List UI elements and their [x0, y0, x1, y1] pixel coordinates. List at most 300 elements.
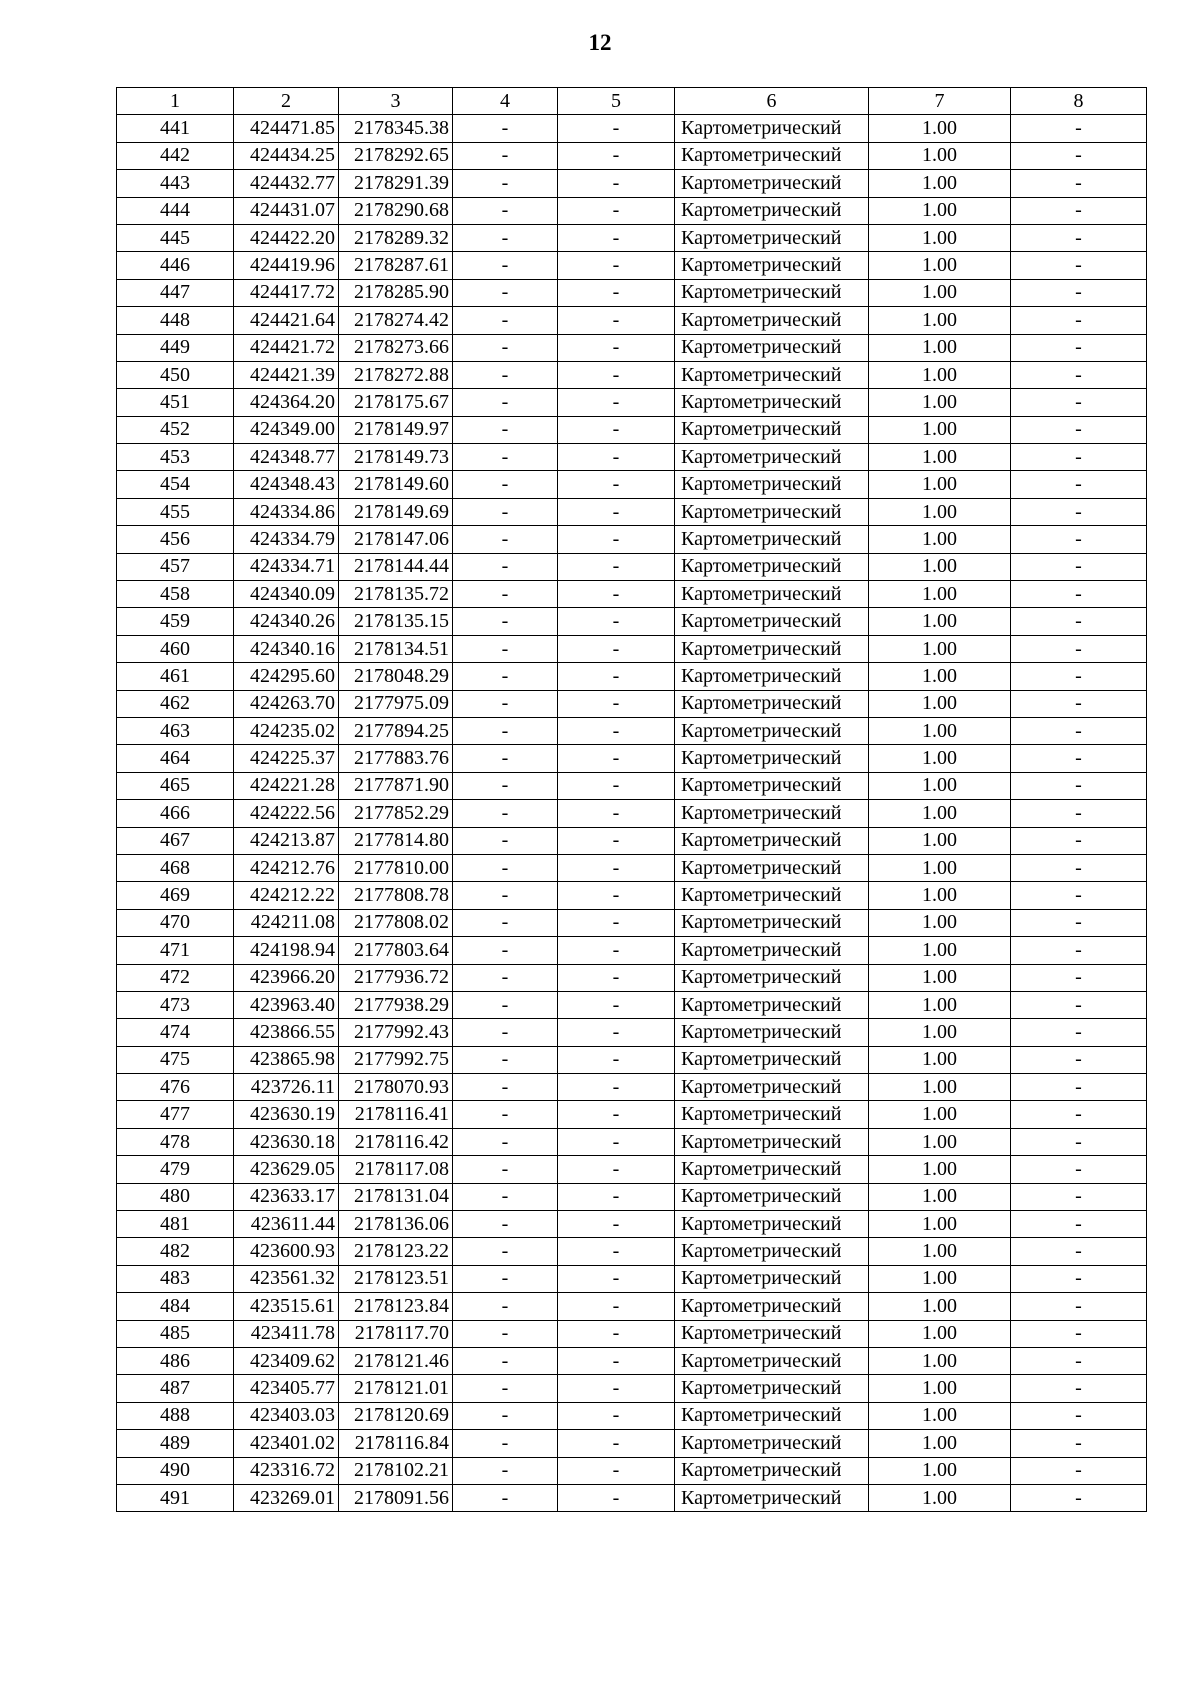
accuracy-cell: 1.00	[869, 526, 1011, 553]
method-cell: Картометрический	[675, 170, 869, 197]
x-coordinate-cell: 423561.32	[234, 1265, 339, 1292]
col-8-cell: -	[1011, 1375, 1147, 1402]
x-coordinate-cell: 424340.16	[234, 635, 339, 662]
table-row	[117, 964, 1147, 991]
x-coordinate-cell: 423600.93	[234, 1238, 339, 1265]
method-cell: Картометрический	[675, 252, 869, 279]
accuracy-cell: 1.00	[869, 170, 1011, 197]
col-5-cell: -	[558, 772, 675, 799]
table-row	[117, 1430, 1147, 1457]
x-coordinate-cell: 423403.03	[234, 1402, 339, 1429]
x-coordinate-cell: 424212.76	[234, 854, 339, 881]
x-coordinate-cell: 424349.00	[234, 416, 339, 443]
point-number-cell: 441	[117, 115, 234, 142]
col-5-cell: -	[558, 444, 675, 471]
col-4-cell: -	[453, 498, 558, 525]
col-5-cell: -	[558, 964, 675, 991]
col-4-cell: -	[453, 170, 558, 197]
coordinates-table	[116, 87, 1147, 1512]
col-4-cell: -	[453, 1347, 558, 1374]
method-cell: Картометрический	[675, 1046, 869, 1073]
method-cell: Картометрический	[675, 635, 869, 662]
col-5-cell: -	[558, 663, 675, 690]
col-5-cell: -	[558, 1320, 675, 1347]
method-cell: Картометрический	[675, 1156, 869, 1183]
col-8-cell: -	[1011, 553, 1147, 580]
method-cell: Картометрический	[675, 526, 869, 553]
accuracy-cell: 1.00	[869, 1128, 1011, 1155]
col-5-cell: -	[558, 1347, 675, 1374]
col-8-cell: -	[1011, 1430, 1147, 1457]
table-row	[117, 334, 1147, 361]
col-4-cell: -	[453, 991, 558, 1018]
x-coordinate-cell: 423269.01	[234, 1484, 339, 1511]
method-cell: Картометрический	[675, 444, 869, 471]
point-number-cell: 470	[117, 909, 234, 936]
accuracy-cell: 1.00	[869, 690, 1011, 717]
x-coordinate-cell: 424334.79	[234, 526, 339, 553]
col-8-cell: -	[1011, 1183, 1147, 1210]
accuracy-cell: 1.00	[869, 252, 1011, 279]
col-5-cell: -	[558, 1484, 675, 1511]
table-row	[117, 1046, 1147, 1073]
point-number-cell: 465	[117, 772, 234, 799]
point-number-cell: 468	[117, 854, 234, 881]
accuracy-cell: 1.00	[869, 115, 1011, 142]
col-4-cell: -	[453, 224, 558, 251]
col-8-cell: -	[1011, 389, 1147, 416]
y-coordinate-cell: 2178117.08	[339, 1156, 453, 1183]
col-8-cell: -	[1011, 581, 1147, 608]
table-row	[117, 854, 1147, 881]
col-8-cell: -	[1011, 361, 1147, 388]
col-8-cell: -	[1011, 498, 1147, 525]
accuracy-cell: 1.00	[869, 498, 1011, 525]
point-number-cell: 451	[117, 389, 234, 416]
accuracy-cell: 1.00	[869, 854, 1011, 881]
col-8-cell: -	[1011, 854, 1147, 881]
y-coordinate-cell: 2178123.51	[339, 1265, 453, 1292]
y-coordinate-cell: 2178070.93	[339, 1074, 453, 1101]
col-8-cell: -	[1011, 717, 1147, 744]
col-8-cell: -	[1011, 1402, 1147, 1429]
table-row	[117, 224, 1147, 251]
point-number-cell: 474	[117, 1019, 234, 1046]
col-5-cell: -	[558, 690, 675, 717]
method-cell: Картометрический	[675, 1320, 869, 1347]
col-4-cell: -	[453, 1484, 558, 1511]
header-cell-3: 3	[339, 88, 453, 115]
point-number-cell: 456	[117, 526, 234, 553]
table-row	[117, 279, 1147, 306]
x-coordinate-cell: 424421.39	[234, 361, 339, 388]
accuracy-cell: 1.00	[869, 279, 1011, 306]
x-coordinate-cell: 423865.98	[234, 1046, 339, 1073]
col-4-cell: -	[453, 717, 558, 744]
accuracy-cell: 1.00	[869, 1293, 1011, 1320]
table-row	[117, 526, 1147, 553]
y-coordinate-cell: 2178144.44	[339, 553, 453, 580]
col-8-cell: -	[1011, 197, 1147, 224]
col-8-cell: -	[1011, 1238, 1147, 1265]
y-coordinate-cell: 2178291.39	[339, 170, 453, 197]
col-4-cell: -	[453, 909, 558, 936]
table-row	[117, 416, 1147, 443]
col-5-cell: -	[558, 1074, 675, 1101]
method-cell: Картометрический	[675, 498, 869, 525]
col-8-cell: -	[1011, 690, 1147, 717]
col-4-cell: -	[453, 800, 558, 827]
point-number-cell: 477	[117, 1101, 234, 1128]
col-8-cell: -	[1011, 827, 1147, 854]
point-number-cell: 482	[117, 1238, 234, 1265]
x-coordinate-cell: 423629.05	[234, 1156, 339, 1183]
col-8-cell: -	[1011, 444, 1147, 471]
point-number-cell: 491	[117, 1484, 234, 1511]
accuracy-cell: 1.00	[869, 1101, 1011, 1128]
method-cell: Картометрический	[675, 1128, 869, 1155]
table-row	[117, 1293, 1147, 1320]
table-row	[117, 909, 1147, 936]
method-cell: Картометрический	[675, 1101, 869, 1128]
table-row	[117, 745, 1147, 772]
point-number-cell: 452	[117, 416, 234, 443]
col-8-cell: -	[1011, 1074, 1147, 1101]
page-number: 12	[588, 30, 612, 55]
y-coordinate-cell: 2177992.75	[339, 1046, 453, 1073]
col-8-cell: -	[1011, 1156, 1147, 1183]
table-row	[117, 1320, 1147, 1347]
col-4-cell: -	[453, 252, 558, 279]
table-row	[117, 1183, 1147, 1210]
y-coordinate-cell: 2178274.42	[339, 307, 453, 334]
col-5-cell: -	[558, 197, 675, 224]
point-number-cell: 462	[117, 690, 234, 717]
col-4-cell: -	[453, 1320, 558, 1347]
table-row	[117, 361, 1147, 388]
method-cell: Картометрический	[675, 717, 869, 744]
y-coordinate-cell: 2178131.04	[339, 1183, 453, 1210]
col-4-cell: -	[453, 553, 558, 580]
accuracy-cell: 1.00	[869, 581, 1011, 608]
y-coordinate-cell: 2177814.80	[339, 827, 453, 854]
col-5-cell: -	[558, 170, 675, 197]
col-8-cell: -	[1011, 1046, 1147, 1073]
point-number-cell: 490	[117, 1457, 234, 1484]
x-coordinate-cell: 424235.02	[234, 717, 339, 744]
col-4-cell: -	[453, 1457, 558, 1484]
accuracy-cell: 1.00	[869, 991, 1011, 1018]
col-5-cell: -	[558, 115, 675, 142]
col-4-cell: -	[453, 827, 558, 854]
col-8-cell: -	[1011, 224, 1147, 251]
point-number-cell: 489	[117, 1430, 234, 1457]
col-4-cell: -	[453, 663, 558, 690]
table-row	[117, 1074, 1147, 1101]
point-number-cell: 460	[117, 635, 234, 662]
col-8-cell: -	[1011, 1347, 1147, 1374]
y-coordinate-cell: 2178345.38	[339, 115, 453, 142]
accuracy-cell: 1.00	[869, 1046, 1011, 1073]
col-5-cell: -	[558, 1265, 675, 1292]
x-coordinate-cell: 423630.18	[234, 1128, 339, 1155]
accuracy-cell: 1.00	[869, 553, 1011, 580]
x-coordinate-cell: 423401.02	[234, 1430, 339, 1457]
method-cell: Картометрический	[675, 142, 869, 169]
y-coordinate-cell: 2178135.15	[339, 608, 453, 635]
x-coordinate-cell: 424434.25	[234, 142, 339, 169]
y-coordinate-cell: 2177852.29	[339, 800, 453, 827]
point-number-cell: 461	[117, 663, 234, 690]
method-cell: Картометрический	[675, 1265, 869, 1292]
point-number-cell: 467	[117, 827, 234, 854]
x-coordinate-cell: 423966.20	[234, 964, 339, 991]
point-number-cell: 442	[117, 142, 234, 169]
table-row	[117, 1156, 1147, 1183]
col-5-cell: -	[558, 800, 675, 827]
method-cell: Картометрический	[675, 307, 869, 334]
table-row	[117, 1457, 1147, 1484]
point-number-cell: 478	[117, 1128, 234, 1155]
point-number-cell: 485	[117, 1320, 234, 1347]
x-coordinate-cell: 424431.07	[234, 197, 339, 224]
table-row	[117, 471, 1147, 498]
y-coordinate-cell: 2178123.84	[339, 1293, 453, 1320]
y-coordinate-cell: 2178292.65	[339, 142, 453, 169]
accuracy-cell: 1.00	[869, 717, 1011, 744]
col-5-cell: -	[558, 334, 675, 361]
accuracy-cell: 1.00	[869, 937, 1011, 964]
method-cell: Картометрический	[675, 1402, 869, 1429]
x-coordinate-cell: 424348.77	[234, 444, 339, 471]
accuracy-cell: 1.00	[869, 1375, 1011, 1402]
col-5-cell: -	[558, 717, 675, 744]
y-coordinate-cell: 2178116.84	[339, 1430, 453, 1457]
method-cell: Картометрический	[675, 279, 869, 306]
y-coordinate-cell: 2177808.78	[339, 882, 453, 909]
method-cell: Картометрический	[675, 1074, 869, 1101]
col-4-cell: -	[453, 142, 558, 169]
point-number-cell: 483	[117, 1265, 234, 1292]
accuracy-cell: 1.00	[869, 964, 1011, 991]
table-row	[117, 937, 1147, 964]
col-8-cell: -	[1011, 1101, 1147, 1128]
col-4-cell: -	[453, 1238, 558, 1265]
col-5-cell: -	[558, 827, 675, 854]
col-5-cell: -	[558, 252, 675, 279]
table-row	[117, 142, 1147, 169]
y-coordinate-cell: 2178273.66	[339, 334, 453, 361]
col-8-cell: -	[1011, 608, 1147, 635]
point-number-cell: 471	[117, 937, 234, 964]
col-4-cell: -	[453, 115, 558, 142]
point-number-cell: 464	[117, 745, 234, 772]
col-8-cell: -	[1011, 115, 1147, 142]
x-coordinate-cell: 424211.08	[234, 909, 339, 936]
y-coordinate-cell: 2178121.01	[339, 1375, 453, 1402]
method-cell: Картометрический	[675, 663, 869, 690]
y-coordinate-cell: 2177883.76	[339, 745, 453, 772]
y-coordinate-cell: 2178149.73	[339, 444, 453, 471]
col-4-cell: -	[453, 361, 558, 388]
y-coordinate-cell: 2177938.29	[339, 991, 453, 1018]
col-4-cell: -	[453, 882, 558, 909]
accuracy-cell: 1.00	[869, 635, 1011, 662]
col-4-cell: -	[453, 1430, 558, 1457]
x-coordinate-cell: 424364.20	[234, 389, 339, 416]
y-coordinate-cell: 2178289.32	[339, 224, 453, 251]
col-4-cell: -	[453, 1211, 558, 1238]
point-number-cell: 457	[117, 553, 234, 580]
accuracy-cell: 1.00	[869, 197, 1011, 224]
point-number-cell: 450	[117, 361, 234, 388]
table-row	[117, 1101, 1147, 1128]
col-5-cell: -	[558, 581, 675, 608]
method-cell: Картометрический	[675, 909, 869, 936]
point-number-cell: 487	[117, 1375, 234, 1402]
y-coordinate-cell: 2177871.90	[339, 772, 453, 799]
table-row	[117, 608, 1147, 635]
table-row	[117, 389, 1147, 416]
col-5-cell: -	[558, 1156, 675, 1183]
table-row	[117, 772, 1147, 799]
col-4-cell: -	[453, 937, 558, 964]
x-coordinate-cell: 423411.78	[234, 1320, 339, 1347]
col-4-cell: -	[453, 690, 558, 717]
table-row	[117, 800, 1147, 827]
accuracy-cell: 1.00	[869, 224, 1011, 251]
col-5-cell: -	[558, 1375, 675, 1402]
point-number-cell: 458	[117, 581, 234, 608]
header-cell-8: 8	[1011, 88, 1147, 115]
y-coordinate-cell: 2178102.21	[339, 1457, 453, 1484]
y-coordinate-cell: 2178134.51	[339, 635, 453, 662]
x-coordinate-cell: 423515.61	[234, 1293, 339, 1320]
accuracy-cell: 1.00	[869, 772, 1011, 799]
method-cell: Картометрический	[675, 827, 869, 854]
col-4-cell: -	[453, 1265, 558, 1292]
x-coordinate-cell: 423409.62	[234, 1347, 339, 1374]
x-coordinate-cell: 423630.19	[234, 1101, 339, 1128]
col-4-cell: -	[453, 307, 558, 334]
col-4-cell: -	[453, 964, 558, 991]
table-row	[117, 444, 1147, 471]
table-row	[117, 882, 1147, 909]
header-row	[117, 88, 1147, 115]
col-8-cell: -	[1011, 1320, 1147, 1347]
header-cell-1: 1	[117, 88, 234, 115]
x-coordinate-cell: 423726.11	[234, 1074, 339, 1101]
col-8-cell: -	[1011, 416, 1147, 443]
point-number-cell: 444	[117, 197, 234, 224]
x-coordinate-cell: 423963.40	[234, 991, 339, 1018]
col-4-cell: -	[453, 854, 558, 881]
col-4-cell: -	[453, 197, 558, 224]
method-cell: Картометрический	[675, 1484, 869, 1511]
method-cell: Картометрический	[675, 608, 869, 635]
col-5-cell: -	[558, 882, 675, 909]
accuracy-cell: 1.00	[869, 745, 1011, 772]
y-coordinate-cell: 2178120.69	[339, 1402, 453, 1429]
col-5-cell: -	[558, 416, 675, 443]
point-number-cell: 480	[117, 1183, 234, 1210]
x-coordinate-cell: 424340.09	[234, 581, 339, 608]
y-coordinate-cell: 2178116.42	[339, 1128, 453, 1155]
col-4-cell: -	[453, 772, 558, 799]
accuracy-cell: 1.00	[869, 1156, 1011, 1183]
method-cell: Картометрический	[675, 690, 869, 717]
y-coordinate-cell: 2178136.06	[339, 1211, 453, 1238]
y-coordinate-cell: 2178149.69	[339, 498, 453, 525]
y-coordinate-cell: 2178116.41	[339, 1101, 453, 1128]
x-coordinate-cell: 424417.72	[234, 279, 339, 306]
y-coordinate-cell: 2177803.64	[339, 937, 453, 964]
method-cell: Картометрический	[675, 334, 869, 361]
accuracy-cell: 1.00	[869, 827, 1011, 854]
accuracy-cell: 1.00	[869, 1183, 1011, 1210]
col-5-cell: -	[558, 526, 675, 553]
method-cell: Картометрический	[675, 115, 869, 142]
method-cell: Картометрический	[675, 1019, 869, 1046]
x-coordinate-cell: 424212.22	[234, 882, 339, 909]
col-4-cell: -	[453, 1375, 558, 1402]
col-4-cell: -	[453, 1402, 558, 1429]
x-coordinate-cell: 424421.72	[234, 334, 339, 361]
point-number-cell: 476	[117, 1074, 234, 1101]
method-cell: Картометрический	[675, 964, 869, 991]
point-number-cell: 448	[117, 307, 234, 334]
method-cell: Картометрический	[675, 471, 869, 498]
y-coordinate-cell: 2178091.56	[339, 1484, 453, 1511]
col-4-cell: -	[453, 416, 558, 443]
method-cell: Картометрический	[675, 389, 869, 416]
col-8-cell: -	[1011, 1211, 1147, 1238]
accuracy-cell: 1.00	[869, 1402, 1011, 1429]
point-number-cell: 446	[117, 252, 234, 279]
accuracy-cell: 1.00	[869, 471, 1011, 498]
header-cell-7: 7	[869, 88, 1011, 115]
point-number-cell: 484	[117, 1293, 234, 1320]
method-cell: Картометрический	[675, 991, 869, 1018]
table-header	[117, 88, 1147, 115]
method-cell: Картометрический	[675, 581, 869, 608]
col-4-cell: -	[453, 608, 558, 635]
col-5-cell: -	[558, 991, 675, 1018]
table-row	[117, 1347, 1147, 1374]
method-cell: Картометрический	[675, 745, 869, 772]
x-coordinate-cell: 423316.72	[234, 1457, 339, 1484]
y-coordinate-cell: 2178287.61	[339, 252, 453, 279]
method-cell: Картометрический	[675, 937, 869, 964]
y-coordinate-cell: 2178117.70	[339, 1320, 453, 1347]
table-row	[117, 663, 1147, 690]
col-8-cell: -	[1011, 937, 1147, 964]
header-cell-5: 5	[558, 88, 675, 115]
x-coordinate-cell: 423633.17	[234, 1183, 339, 1210]
point-number-cell: 486	[117, 1347, 234, 1374]
header-cell-4: 4	[453, 88, 558, 115]
point-number-cell: 473	[117, 991, 234, 1018]
table-row	[117, 991, 1147, 1018]
table-row	[117, 1238, 1147, 1265]
point-number-cell: 488	[117, 1402, 234, 1429]
table-row	[117, 1211, 1147, 1238]
table-row	[117, 252, 1147, 279]
header-cell-6: 6	[675, 88, 869, 115]
y-coordinate-cell: 2177808.02	[339, 909, 453, 936]
col-8-cell: -	[1011, 334, 1147, 361]
table-row	[117, 1265, 1147, 1292]
